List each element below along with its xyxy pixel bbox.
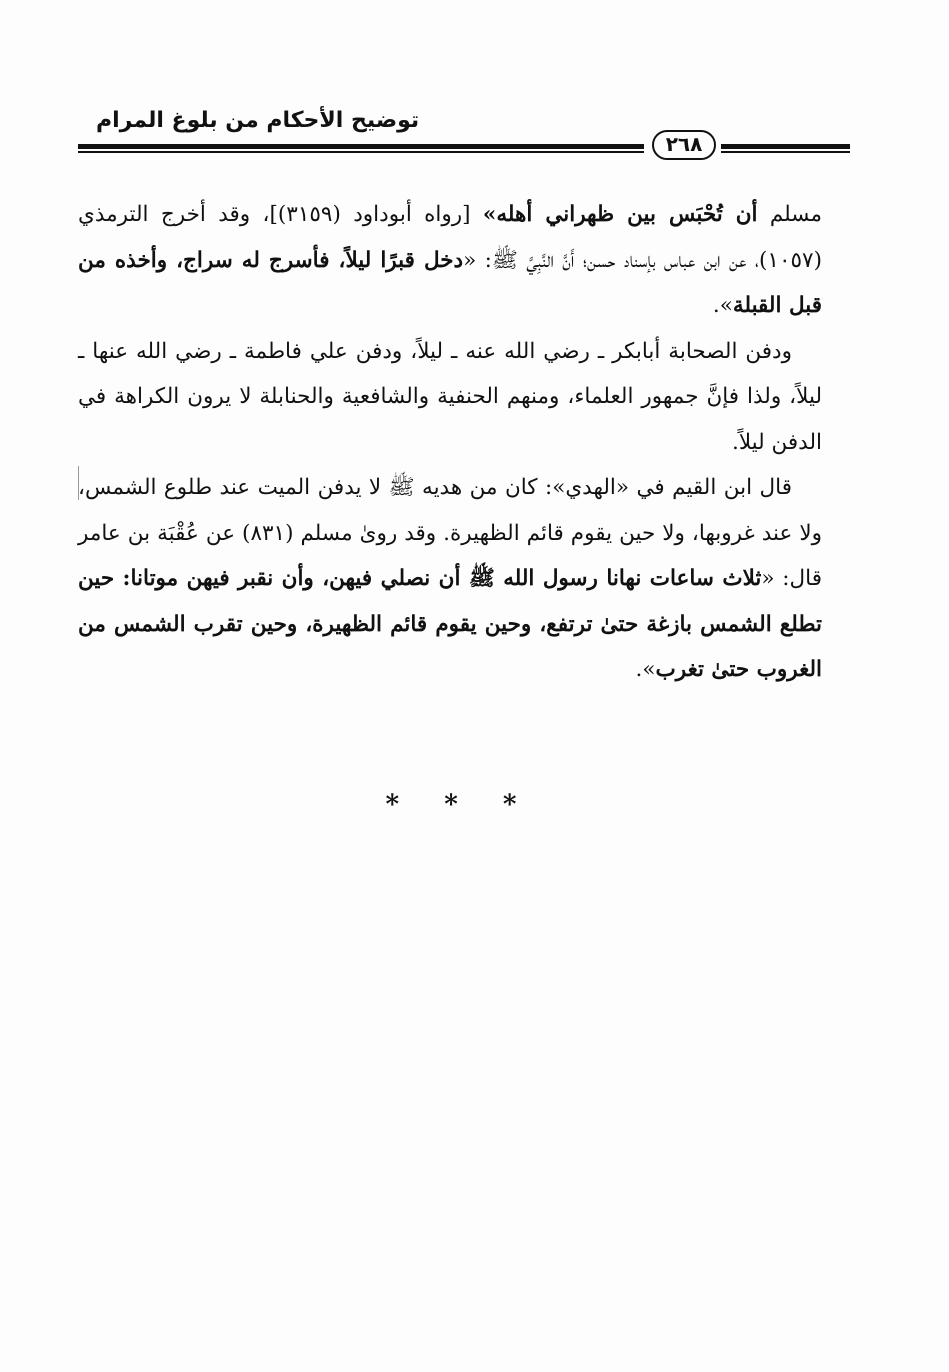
text-run-bold: أن تُحْبَس بين ظهراني أهله» <box>482 202 758 227</box>
text-run: ». <box>635 657 656 682</box>
text-run-bold: ثلاث ساعات نهانا رسول الله ﷺ أن نصلي فيهن، وأن نقبر فيهن موتانا: حين تطلع الشمس بازغة حتىٰ ترتفع، وحين يقوم قائم الظهيرة، وحين تقرب الشمس من الغروب حتىٰ تغرب <box>78 566 822 682</box>
text-run: ودفن الصحابة أبابكر ـ رضي الله عنه ـ ليلاً، ودفن علي فاطمة ـ رضي الله عنها ـ ليلاً، ولذا فإنَّ جمهور العلماء، ومنهم الحنفية والشافعية والحنابلة لا يرون الكراهة في الدفن ليلاً. <box>78 338 822 455</box>
paragraph-2 <box>78 329 822 466</box>
page-number: ٢٦٨ <box>652 130 716 160</box>
section-separator: * * * <box>385 790 535 820</box>
text-run: قال ابن القيم في «الهدي»: كان من هديه ﷺ لا يدفن الميت عند طلوع الشمس، ولا عند غروبها، ولا حين يقوم قائم الظهيرة. وقد روىٰ مسلم (٨٣١) عن عُقْبَة بن عامر قال: « <box>78 475 823 591</box>
body-text <box>78 192 822 693</box>
text-run: مسلم <box>757 202 822 227</box>
text-run: ». <box>712 293 733 318</box>
header-rule-left <box>78 144 644 153</box>
paragraph-1 <box>78 192 822 329</box>
header-rule-right <box>721 144 850 153</box>
book-title: توضيح الأحكام من بلوغ المرام <box>96 108 420 133</box>
page-header <box>78 100 850 160</box>
text-run-bold: دخل قبرًا ليلاً، فأسرج له سراج، وأخذه من قبل القبلة <box>78 247 822 318</box>
text-run: [رواه أبوداود (٣١٥٩)]، وقد أخرج الترمذي (١٠٥٧)، عن ابن عباس بإسناد حسن؛ أَنَّ النَّبِيَّ ﷺ: « <box>78 202 822 273</box>
paragraph-3 <box>78 465 822 693</box>
